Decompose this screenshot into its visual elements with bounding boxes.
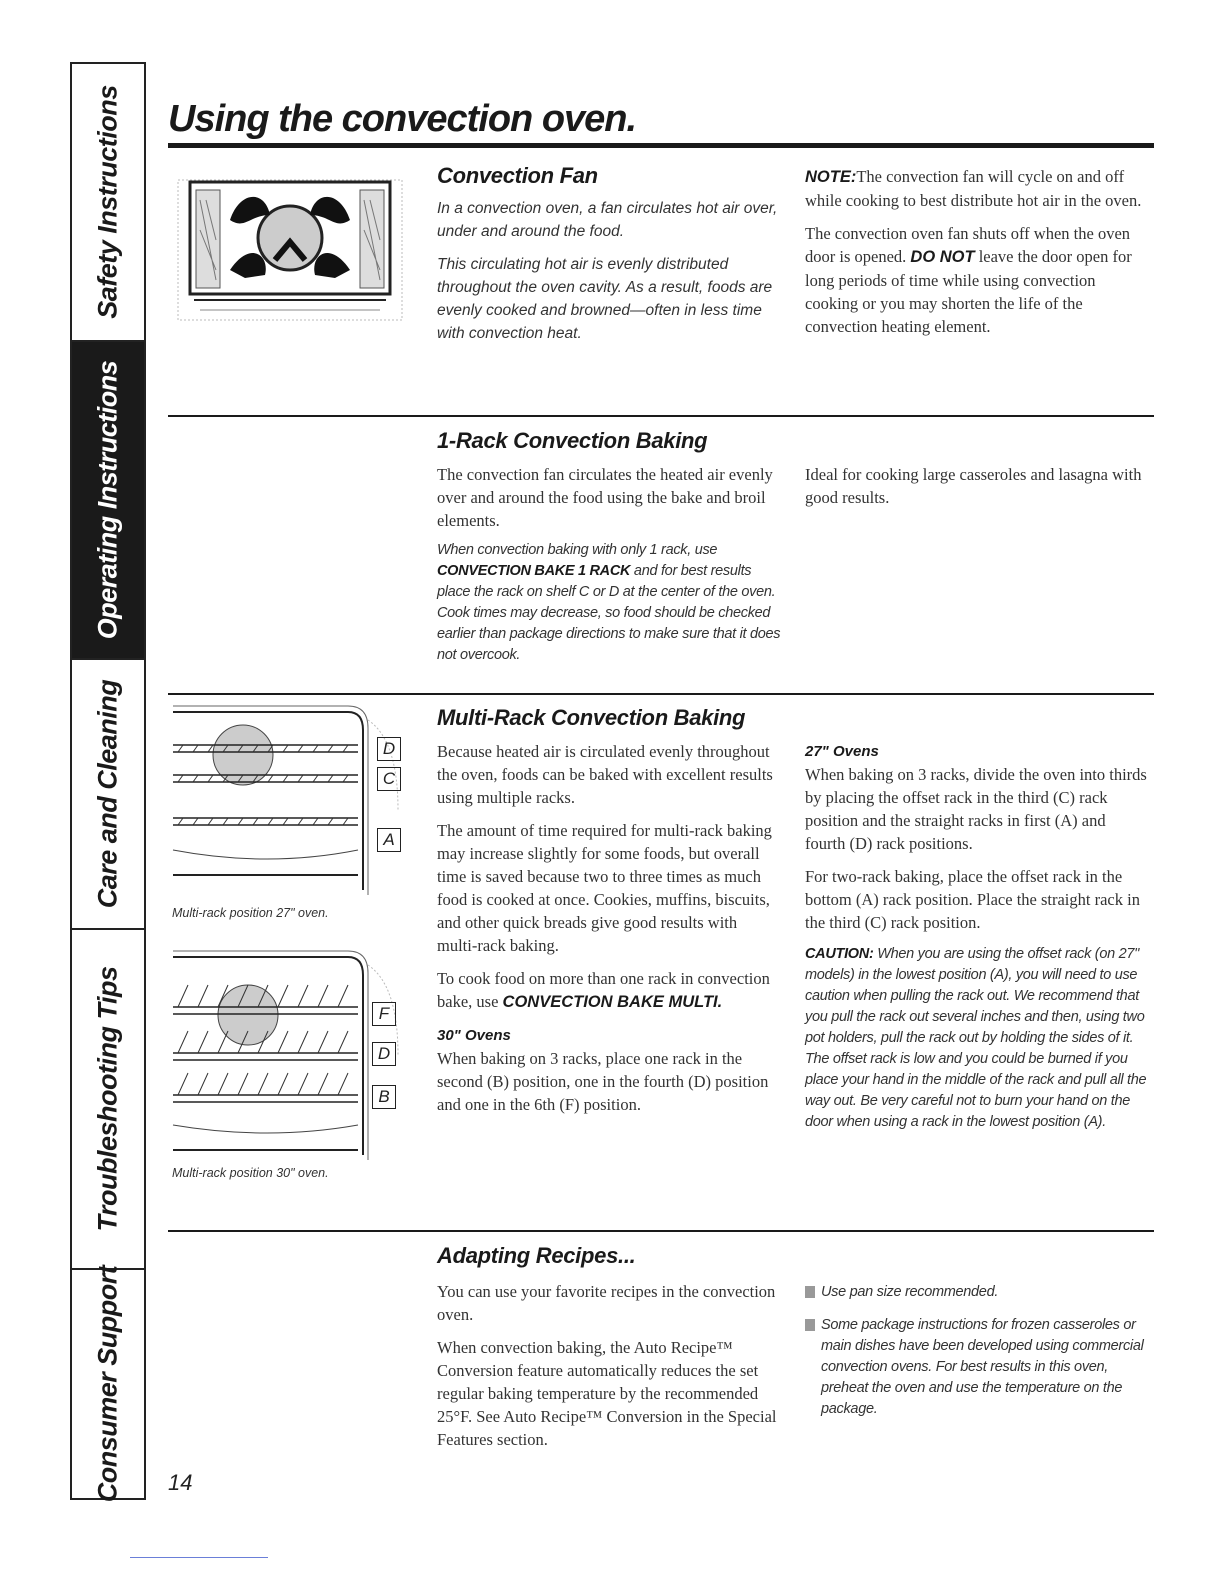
one-rack-instructions [437,540,782,666]
bottom-link-underline[interactable] [130,1557,268,1558]
rack-position-label: A [377,828,401,852]
figure-caption: Multi-rack position 30" oven. [172,1166,329,1180]
paragraph: In a convection oven, a fan circulates hot air over, under and around the food. [437,200,778,240]
multi-rack-text [437,740,777,1126]
setting-name: CONVECTION BAKE MULTI. [502,993,723,1011]
paragraph: The convection fan circulates the heated air evenly over and around the food using the bake and broil elements. [437,465,773,530]
multi-rack-right [805,740,1150,1133]
page-title: Using the convection oven. [168,98,637,140]
paragraph: leave the door open for long periods of time while using convection cooking or you may shorten the life of the convection heating element. [805,247,1132,336]
section-divider [168,1230,1154,1232]
rack-position-label: B [372,1085,396,1109]
caution-label: CAUTION: [805,946,874,962]
section-heading: Convection Fan [437,163,598,188]
convection-fan-illustration [170,160,410,330]
note-label: NOTE: [805,168,857,186]
adapting-bullets [805,1282,1150,1420]
tab-label: Care and Cleaning [92,679,123,909]
bullet-text: Use pan size recommended. [821,1284,999,1300]
paragraph: Because heated air is circulated evenly throughout the oven, foods can be baked with excellent results using multiple racks. [437,742,773,807]
paragraph: When convection baking, the Auto Recipe™ Conversion feature automatically reduces the set regular baking temperature by the recommended 25°F. See Auto Recipe™ Conversion in the Special Features section. [437,1338,777,1449]
instruction-text: When convection baking with only 1 rack, use [437,542,718,558]
tab-safety-instructions[interactable] [72,64,144,342]
one-rack-text [437,463,782,542]
oven-27-rack-illustration [168,700,408,905]
convection-fan-notes [805,165,1145,348]
tab-care-and-cleaning[interactable] [72,660,144,930]
rack-position-label: C [377,767,401,791]
paragraph: For two-rack baking, place the offset rack in the bottom (A) rack position. Place the straight rack in the third (C) rack position. [805,867,1140,932]
subheading-30-ovens: 30" Ovens [437,1027,511,1044]
rack-position-label: D [372,1042,396,1066]
paragraph: Ideal for cooking large casseroles and lasagna with good results. [805,465,1142,507]
subheading-27-ovens: 27" Ovens [805,743,879,760]
title-rule [168,143,1154,148]
rack-position-label: D [377,737,401,761]
section-heading: Multi-Rack Convection Baking [437,705,746,730]
caution-text [805,944,1150,1133]
section-heading: 1-Rack Convection Baking [437,428,708,453]
paragraph: When baking on 3 racks, place one rack in the second (B) position, one in the fourth (D) position and one in the 6th (F) position. [437,1049,769,1114]
paragraph: You can use your favorite recipes in the convection oven. [437,1282,776,1324]
side-tab-strip [70,62,146,1503]
do-not-label: DO NOT [910,248,975,266]
instruction-text: and for best results place the rack on shelf C or D at the center of the oven. Cook times may decrease, so food should be checked earlier than package directions to make sure that it does not overcook. [437,563,781,663]
bullet-icon [805,1319,815,1331]
tab-label: Troubleshooting Tips [92,966,123,1232]
tab-consumer-support[interactable] [72,1265,144,1503]
tab-troubleshooting-tips[interactable] [72,930,144,1270]
tab-operating-instructions[interactable] [72,342,144,660]
tab-label: Operating Instructions [92,360,123,640]
figure-caption: Multi-rack position 27" oven. [172,906,329,920]
bullet-icon [805,1286,815,1298]
section-heading: Adapting Recipes... [437,1243,636,1268]
convection-fan-text [437,197,782,355]
one-rack-right [805,463,1145,519]
paragraph: When baking on 3 racks, divide the oven into thirds by placing the offset rack in the third (C) rack position and the straight racks in first (A) and fourth (D) rack positions. [805,765,1147,853]
paragraph: The convection oven fan shuts off when the oven door is opened. [805,224,1131,266]
paragraph: This circulating hot air is evenly distributed throughout the oven cavity. As a result, foods are evenly cooked and browned—often in less time with convection heat. [437,256,773,342]
paragraph: The amount of time required for multi-rack baking may increase slightly for some foods, but overall time is saved because two to three times as much food is cooked at once. Cookies, muffins, biscuits, and other quick breads give good results with multi-rack baking. [437,821,772,955]
section-divider [168,693,1154,695]
rack-position-label: F [372,1002,396,1026]
setting-name: CONVECTION BAKE 1 RACK [437,563,631,579]
page-number: 14 [168,1470,193,1495]
paragraph: To cook food on more than one rack in convection bake, use [437,969,770,1011]
adapting-text [437,1280,777,1461]
bullet-text: Some package instructions for frozen casseroles or main dishes have been developed using commercial convection ovens. For best results in this oven, preheat the oven and use the temperature on the package. [821,1317,1144,1417]
tab-label: Safety Instructions [92,85,123,319]
section-divider [168,415,1154,417]
caution-body: When you are using the offset rack (on 27" models) in the lowest position (A), you will need to use caution when pulling the rack out. We recommend that you pull the rack out several inches and then, using two pot holders, pull the rack out by holding the sides of it. The offset rack is low and you could be burned if you place your hand in the middle of the rack and pull all the way out. Be very careful not to burn your hand on the door when using a rack in the lowest position (A). [805,946,1147,1130]
note-text: The convection fan will cycle on and off while cooking to best distribute hot air in the oven. [805,167,1142,210]
tab-label: Consumer Support [92,1265,123,1503]
